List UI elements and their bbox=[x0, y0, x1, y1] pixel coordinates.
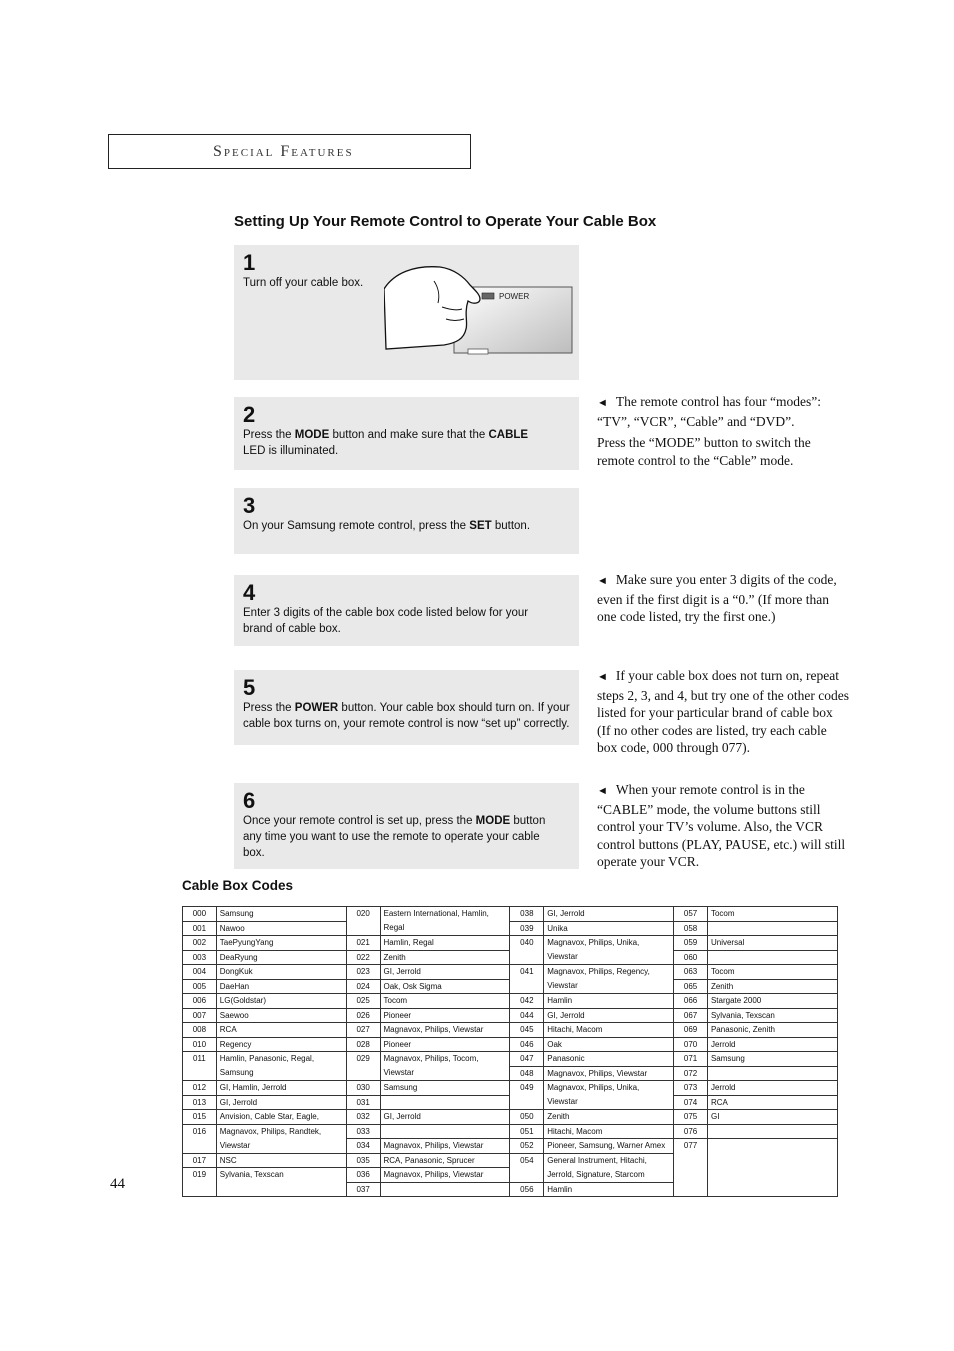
code-cell: 019 bbox=[183, 1168, 217, 1183]
code-cell: 000 bbox=[183, 907, 217, 922]
note-text: Press the “MODE” button to switch the remote control to the “Cable” mode. bbox=[597, 435, 811, 468]
table-row bbox=[183, 1037, 838, 1052]
code-cell: 059 bbox=[674, 936, 708, 951]
step-number: 4 bbox=[243, 580, 256, 605]
code-cell: 039 bbox=[510, 921, 544, 936]
code-cell: 020 bbox=[346, 907, 380, 922]
table-row bbox=[183, 1182, 838, 1197]
brand-cell: LG(Goldstar) bbox=[216, 994, 346, 1009]
step-text: Turn off your cable box. bbox=[243, 277, 364, 289]
code-cell: 025 bbox=[346, 994, 380, 1009]
table-row bbox=[183, 1052, 838, 1067]
table-row bbox=[183, 965, 838, 980]
code-cell bbox=[346, 1066, 380, 1081]
step-text bbox=[243, 427, 553, 459]
step-1-panel bbox=[234, 245, 579, 380]
brand-cell: Zenith bbox=[544, 1110, 674, 1125]
brand-cell: NSC bbox=[216, 1153, 346, 1168]
code-cell: 047 bbox=[510, 1052, 544, 1067]
code-cell: 076 bbox=[674, 1124, 708, 1139]
text-run: button any time you want to use the remote to operate your cable box. bbox=[243, 815, 546, 859]
brand-cell bbox=[707, 950, 837, 965]
code-cell: 035 bbox=[346, 1153, 380, 1168]
code-cell: 028 bbox=[346, 1037, 380, 1052]
code-cell: 056 bbox=[510, 1182, 544, 1197]
brand-cell: Jerrold bbox=[707, 1037, 837, 1052]
code-cell: 008 bbox=[183, 1023, 217, 1038]
text-run: button and make sure that the bbox=[329, 429, 489, 441]
brand-cell: Samsung bbox=[216, 1066, 346, 1081]
code-cell bbox=[183, 1139, 217, 1154]
mode-keyword: MODE bbox=[475, 815, 511, 827]
step-text bbox=[243, 700, 577, 732]
brand-cell bbox=[707, 1124, 837, 1139]
code-cell: 041 bbox=[510, 965, 544, 980]
code-cell: 007 bbox=[183, 1008, 217, 1023]
brand-cell: Magnavox, Philips, Regency, bbox=[544, 965, 674, 980]
brand-cell: Hamlin bbox=[544, 994, 674, 1009]
step-4-panel bbox=[234, 575, 579, 646]
set-keyword: SET bbox=[469, 520, 492, 532]
brand-cell: Unika bbox=[544, 921, 674, 936]
brand-cell bbox=[707, 1153, 837, 1168]
code-cell: 049 bbox=[510, 1081, 544, 1096]
note-three-digits bbox=[597, 571, 849, 630]
brand-cell: Sylvania, Texscan bbox=[216, 1168, 346, 1183]
table-row bbox=[183, 1153, 838, 1168]
brand-cell: Viewstar bbox=[544, 950, 674, 965]
brand-cell bbox=[707, 1168, 837, 1183]
step-6-panel bbox=[234, 783, 579, 869]
brand-cell: Viewstar bbox=[544, 1095, 674, 1110]
text-run: button. Your cable box should turn on. If your cable box turns on, your remote control is now “set up” correctly. bbox=[243, 702, 570, 730]
code-cell: 012 bbox=[183, 1081, 217, 1096]
code-cell bbox=[510, 979, 544, 994]
page-number: 44 bbox=[110, 1176, 125, 1192]
code-cell: 052 bbox=[510, 1139, 544, 1154]
brand-cell bbox=[707, 1139, 837, 1154]
brand-cell: Jerrold bbox=[707, 1081, 837, 1096]
brand-cell: Panasonic bbox=[544, 1052, 674, 1067]
code-cell: 058 bbox=[674, 921, 708, 936]
brand-cell: GI, Jerrold bbox=[544, 907, 674, 922]
code-cell bbox=[674, 1168, 708, 1183]
table-row bbox=[183, 1168, 838, 1183]
code-cell: 024 bbox=[346, 979, 380, 994]
code-cell: 040 bbox=[510, 936, 544, 951]
brand-cell: Pioneer bbox=[380, 1008, 510, 1023]
code-cell: 057 bbox=[674, 907, 708, 922]
brand-cell: Magnavox, Philips, Unika, bbox=[544, 936, 674, 951]
code-cell: 070 bbox=[674, 1037, 708, 1052]
code-cell: 054 bbox=[510, 1153, 544, 1168]
power-label: POWER bbox=[499, 292, 530, 301]
table-row bbox=[183, 1008, 838, 1023]
power-keyword: POWER bbox=[294, 702, 339, 714]
brand-cell: GI, Hamlin, Jerrold bbox=[216, 1081, 346, 1096]
brand-cell: Panasonic, Zenith bbox=[707, 1023, 837, 1038]
code-cell: 003 bbox=[183, 950, 217, 965]
step-number: 1 bbox=[243, 250, 256, 275]
code-cell bbox=[510, 1095, 544, 1110]
brand-cell: Viewstar bbox=[544, 979, 674, 994]
brand-cell: Zenith bbox=[707, 979, 837, 994]
brand-cell: Hitachi, Macom bbox=[544, 1023, 674, 1038]
brand-cell: Tocom bbox=[707, 907, 837, 922]
cable-keyword: CABLE bbox=[488, 429, 529, 441]
code-cell: 046 bbox=[510, 1037, 544, 1052]
brand-cell bbox=[707, 921, 837, 936]
brand-cell: Oak bbox=[544, 1037, 674, 1052]
brand-cell: Nawoo bbox=[216, 921, 346, 936]
table-row bbox=[183, 1023, 838, 1038]
brand-cell: Magnavox, Philips, Unika, bbox=[544, 1081, 674, 1096]
brand-cell bbox=[380, 1124, 510, 1139]
code-cell: 042 bbox=[510, 994, 544, 1009]
code-cell: 060 bbox=[674, 950, 708, 965]
code-cell: 001 bbox=[183, 921, 217, 936]
code-cell bbox=[183, 1182, 217, 1197]
table-row bbox=[183, 936, 838, 951]
code-cell: 066 bbox=[674, 994, 708, 1009]
brand-cell: Tocom bbox=[380, 994, 510, 1009]
brand-cell: GI, Jerrold bbox=[216, 1095, 346, 1110]
table-row bbox=[183, 994, 838, 1009]
note-text: The remote control has four “modes”: “TV”, “VCR”, “Cable” and “DVD”. bbox=[597, 394, 821, 429]
brand-cell: DaeHan bbox=[216, 979, 346, 994]
brand-cell: Pioneer, Samsung, Warner Amex bbox=[544, 1139, 674, 1154]
brand-cell: Viewstar bbox=[380, 1066, 510, 1081]
code-cell: 011 bbox=[183, 1052, 217, 1067]
code-cell: 022 bbox=[346, 950, 380, 965]
brand-cell: Samsung bbox=[216, 907, 346, 922]
text-run: LED is illuminated. bbox=[243, 445, 339, 457]
brand-cell: Regency bbox=[216, 1037, 346, 1052]
note-text: When your remote control is in the “CABLE” mode, the volume buttons still control your TV’s volume. Also, the VCR control buttons (PLAY, PAUSE, etc.) will still operate your VCR. bbox=[597, 782, 846, 869]
code-cell: 036 bbox=[346, 1168, 380, 1183]
page-heading: Setting Up Your Remote Control to Operate Your Cable Box bbox=[234, 213, 657, 230]
code-cell bbox=[183, 1066, 217, 1081]
brand-cell: Magnavox, Philips, Viewstar bbox=[544, 1066, 674, 1081]
brand-cell: Magnavox, Philips, Viewstar bbox=[380, 1023, 510, 1038]
code-cell bbox=[510, 1168, 544, 1183]
table-row bbox=[183, 1124, 838, 1139]
mode-keyword: MODE bbox=[294, 429, 330, 441]
brand-cell: RCA bbox=[216, 1023, 346, 1038]
brand-cell bbox=[707, 1066, 837, 1081]
brand-cell: Magnavox, Philips, Randtek, bbox=[216, 1124, 346, 1139]
brand-cell: Tocom bbox=[707, 965, 837, 980]
code-cell: 063 bbox=[674, 965, 708, 980]
brand-cell: Hamlin, Regal bbox=[380, 936, 510, 951]
code-cell: 051 bbox=[510, 1124, 544, 1139]
brand-cell: Hamlin bbox=[544, 1182, 674, 1197]
brand-cell: Hamlin, Panasonic, Regal, bbox=[216, 1052, 346, 1067]
code-cell bbox=[346, 921, 380, 936]
code-cell: 026 bbox=[346, 1008, 380, 1023]
note-modes bbox=[597, 393, 849, 473]
text-run: On your Samsung remote control, press the bbox=[243, 520, 470, 532]
step-number: 3 bbox=[243, 493, 256, 518]
code-cell: 013 bbox=[183, 1095, 217, 1110]
brand-cell: Samsung bbox=[707, 1052, 837, 1067]
brand-cell bbox=[380, 1182, 510, 1197]
code-cell: 016 bbox=[183, 1124, 217, 1139]
brand-cell: Stargate 2000 bbox=[707, 994, 837, 1009]
code-cell: 031 bbox=[346, 1095, 380, 1110]
code-cell: 073 bbox=[674, 1081, 708, 1096]
code-cell: 050 bbox=[510, 1110, 544, 1125]
brand-cell bbox=[216, 1182, 346, 1197]
codes-heading: Cable Box Codes bbox=[182, 878, 294, 893]
note-text: Make sure you enter 3 digits of the code, even if the first digit is a “0.” (If more than one code listed, try the first one.) bbox=[597, 572, 837, 624]
note-text: If your cable box does not turn on, repeat steps 2, 3, and 4, but try one of the other codes listed for your particular brand of cable box (If no other codes are listed, try each cable box code, 000 through 077). bbox=[597, 668, 849, 755]
brand-cell: Universal bbox=[707, 936, 837, 951]
code-cell: 032 bbox=[346, 1110, 380, 1125]
brand-cell: Oak, Osk Sigma bbox=[380, 979, 510, 994]
brand-cell: RCA bbox=[707, 1095, 837, 1110]
code-cell: 069 bbox=[674, 1023, 708, 1038]
code-cell: 071 bbox=[674, 1052, 708, 1067]
code-cell: 077 bbox=[674, 1139, 708, 1154]
step-3-panel bbox=[234, 488, 579, 554]
section-header-box bbox=[108, 134, 471, 169]
brand-cell: GI bbox=[707, 1110, 837, 1125]
brand-cell: DeaRyung bbox=[216, 950, 346, 965]
pointer-left-icon: ◄ bbox=[597, 671, 608, 683]
cable-box-codes-table bbox=[182, 906, 838, 1197]
brand-cell: GI, Jerrold bbox=[544, 1008, 674, 1023]
section-title: Special Features bbox=[213, 143, 354, 160]
brand-cell: Sylvania, Texscan bbox=[707, 1008, 837, 1023]
code-cell bbox=[674, 1182, 708, 1197]
brand-cell: Magnavox, Philips, Viewstar bbox=[380, 1139, 510, 1154]
brand-cell: Zenith bbox=[380, 950, 510, 965]
table-row bbox=[183, 1110, 838, 1125]
code-cell: 033 bbox=[346, 1124, 380, 1139]
brand-cell: Viewstar bbox=[216, 1139, 346, 1154]
step-text bbox=[243, 813, 553, 861]
brand-cell bbox=[380, 1095, 510, 1110]
brand-cell: Eastern International, Hamlin, bbox=[380, 907, 510, 922]
code-cell: 023 bbox=[346, 965, 380, 980]
code-cell: 037 bbox=[346, 1182, 380, 1197]
step-text bbox=[243, 518, 577, 534]
code-cell: 006 bbox=[183, 994, 217, 1009]
table-row bbox=[183, 1066, 838, 1081]
code-cell: 045 bbox=[510, 1023, 544, 1038]
brand-cell bbox=[707, 1182, 837, 1197]
table-row bbox=[183, 1095, 838, 1110]
code-cell: 002 bbox=[183, 936, 217, 951]
code-cell: 048 bbox=[510, 1066, 544, 1081]
code-cell: 038 bbox=[510, 907, 544, 922]
note-volume bbox=[597, 781, 849, 875]
code-cell: 075 bbox=[674, 1110, 708, 1125]
code-cell: 029 bbox=[346, 1052, 380, 1067]
brand-cell: Regal bbox=[380, 921, 510, 936]
code-cell: 044 bbox=[510, 1008, 544, 1023]
code-cell: 072 bbox=[674, 1066, 708, 1081]
code-cell: 065 bbox=[674, 979, 708, 994]
brand-cell: GI, Jerrold bbox=[380, 1110, 510, 1125]
table-row bbox=[183, 979, 838, 994]
brand-cell: General Instrument, Hitachi, bbox=[544, 1153, 674, 1168]
table-row bbox=[183, 1139, 838, 1154]
step-2-panel bbox=[234, 397, 579, 470]
brand-cell: DongKuk bbox=[216, 965, 346, 980]
step-number: 2 bbox=[243, 402, 256, 427]
text-run: Once your remote control is set up, press the bbox=[243, 815, 476, 827]
code-cell: 017 bbox=[183, 1153, 217, 1168]
code-cell: 067 bbox=[674, 1008, 708, 1023]
text-run: button. bbox=[491, 520, 531, 532]
code-cell: 010 bbox=[183, 1037, 217, 1052]
brand-cell: Pioneer bbox=[380, 1037, 510, 1052]
step-number: 5 bbox=[243, 675, 256, 700]
step-text: Enter 3 digits of the cable box code listed below for your brand of cable box. bbox=[243, 607, 529, 635]
code-cell bbox=[510, 950, 544, 965]
brand-cell: Hitachi, Macom bbox=[544, 1124, 674, 1139]
step-number: 6 bbox=[243, 788, 256, 813]
brand-cell: Saewoo bbox=[216, 1008, 346, 1023]
code-cell: 021 bbox=[346, 936, 380, 951]
code-cell: 005 bbox=[183, 979, 217, 994]
code-cell: 074 bbox=[674, 1095, 708, 1110]
hand-pressing-power-illustration bbox=[384, 259, 574, 355]
code-cell: 015 bbox=[183, 1110, 217, 1125]
code-cell bbox=[674, 1153, 708, 1168]
code-cell: 027 bbox=[346, 1023, 380, 1038]
box-foot bbox=[468, 349, 488, 354]
brand-cell: Jerrold, Signature, Starcom bbox=[544, 1168, 674, 1183]
brand-cell: Samsung bbox=[380, 1081, 510, 1096]
code-cell: 034 bbox=[346, 1139, 380, 1154]
code-cell: 030 bbox=[346, 1081, 380, 1096]
pointer-left-icon: ◄ bbox=[597, 397, 608, 409]
step-5-panel bbox=[234, 670, 579, 745]
table-row bbox=[183, 921, 838, 936]
text-run: Press the bbox=[243, 429, 295, 441]
code-cell: 004 bbox=[183, 965, 217, 980]
brand-cell: GI, Jerrold bbox=[380, 965, 510, 980]
brand-cell: RCA, Panasonic, Sprucer bbox=[380, 1153, 510, 1168]
pointer-left-icon: ◄ bbox=[597, 575, 608, 587]
power-button-shape bbox=[482, 293, 494, 299]
brand-cell: Magnavox, Philips, Tocom, bbox=[380, 1052, 510, 1067]
brand-cell: TaePyungYang bbox=[216, 936, 346, 951]
table-row bbox=[183, 1081, 838, 1096]
pointer-left-icon: ◄ bbox=[597, 785, 608, 797]
note-troubleshoot bbox=[597, 667, 849, 761]
text-run: Press the bbox=[243, 702, 295, 714]
brand-cell: Anvision, Cable Star, Eagle, bbox=[216, 1110, 346, 1125]
brand-cell: Magnavox, Philips, Viewstar bbox=[380, 1168, 510, 1183]
table-row bbox=[183, 950, 838, 965]
table-row bbox=[183, 907, 838, 922]
